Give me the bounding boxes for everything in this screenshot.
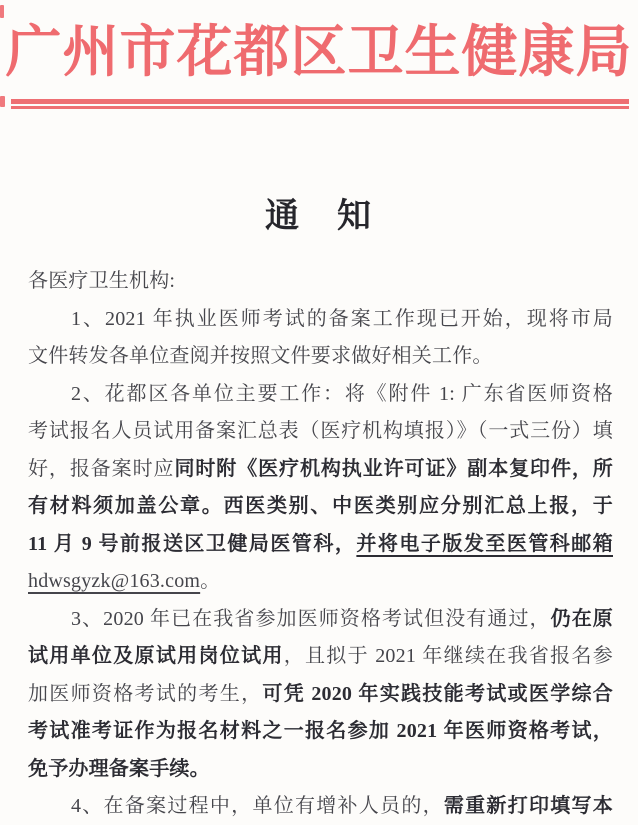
document-body (28, 263, 613, 825)
body-line (28, 338, 613, 376)
text-segment: 11 月 9 号前报送区卫健局医管科， (28, 532, 357, 555)
scan-artifact (0, 5, 4, 18)
body-line (28, 376, 613, 414)
text-segment: 4、在备案过程中，单位有增补人员的， (71, 795, 444, 817)
text-segment: 仍在原 (550, 607, 613, 630)
email-line (28, 563, 613, 601)
body-line (28, 713, 613, 751)
letterhead-divider (11, 99, 629, 109)
body-line (28, 601, 613, 639)
text-segment: 2、花都区各单位主要工作：将《附件 1: 广东省医师资格 (71, 382, 613, 405)
body-line (28, 788, 613, 825)
text-segment: 可凭 2020 年实践技能考试或医学综合 (262, 682, 614, 705)
text-segment: hdwsgyzk@163.com (28, 570, 201, 592)
letterhead-org-name: 广州市花都区卫生健康局 (5, 22, 633, 84)
document-title: 通 知 (265, 198, 373, 235)
body-line (28, 488, 613, 526)
body-line (28, 301, 613, 339)
text-segment: 试用单位及原试用岗位试用 (28, 645, 284, 667)
body-line (28, 751, 613, 789)
text-segment: 文件转发各单位查阅并按照文件要求做好相关工作。 (28, 345, 493, 367)
salutation (28, 263, 613, 301)
text-segment: 各医疗卫生机构: (28, 270, 176, 292)
text-segment: 。 (200, 570, 221, 592)
text-segment: 并将电子版发至医管科邮箱 (356, 532, 613, 555)
text-segment: 3、2020 年已在我省参加医师资格考试但没有通过， (71, 607, 551, 630)
scan-artifact (0, 96, 5, 107)
body-line (28, 638, 613, 676)
body-line (28, 413, 613, 451)
text-segment: 考试准考证作为报名材料之一报名参加 2021 年医师资格考试， (28, 720, 613, 742)
text-segment: 需重新打印填写本 (443, 795, 613, 817)
text-segment: 1、2021 年执业医师考试的备案工作现已开始，现将市局 (71, 307, 613, 330)
text-segment: 有材料须加盖公章。西医类别、中医类别应分别汇总上报，于 (28, 495, 613, 517)
text-segment: 考试报名人员试用备案汇总表（医疗机构填报）》（一式三份）填 (28, 420, 613, 442)
body-line (28, 451, 613, 489)
body-line (28, 676, 613, 714)
body-line (28, 526, 613, 564)
text-segment: 同时附《医疗机构执业许可证》副本复印件，所 (174, 457, 614, 480)
text-segment: 加医师资格考试的考生， (28, 682, 263, 705)
text-segment: 好，报备案时应 (28, 457, 175, 480)
text-segment: ，且拟于 2021 年继续在我省报名参 (283, 645, 613, 667)
text-segment: 免予办理备案手续。 (28, 757, 210, 780)
